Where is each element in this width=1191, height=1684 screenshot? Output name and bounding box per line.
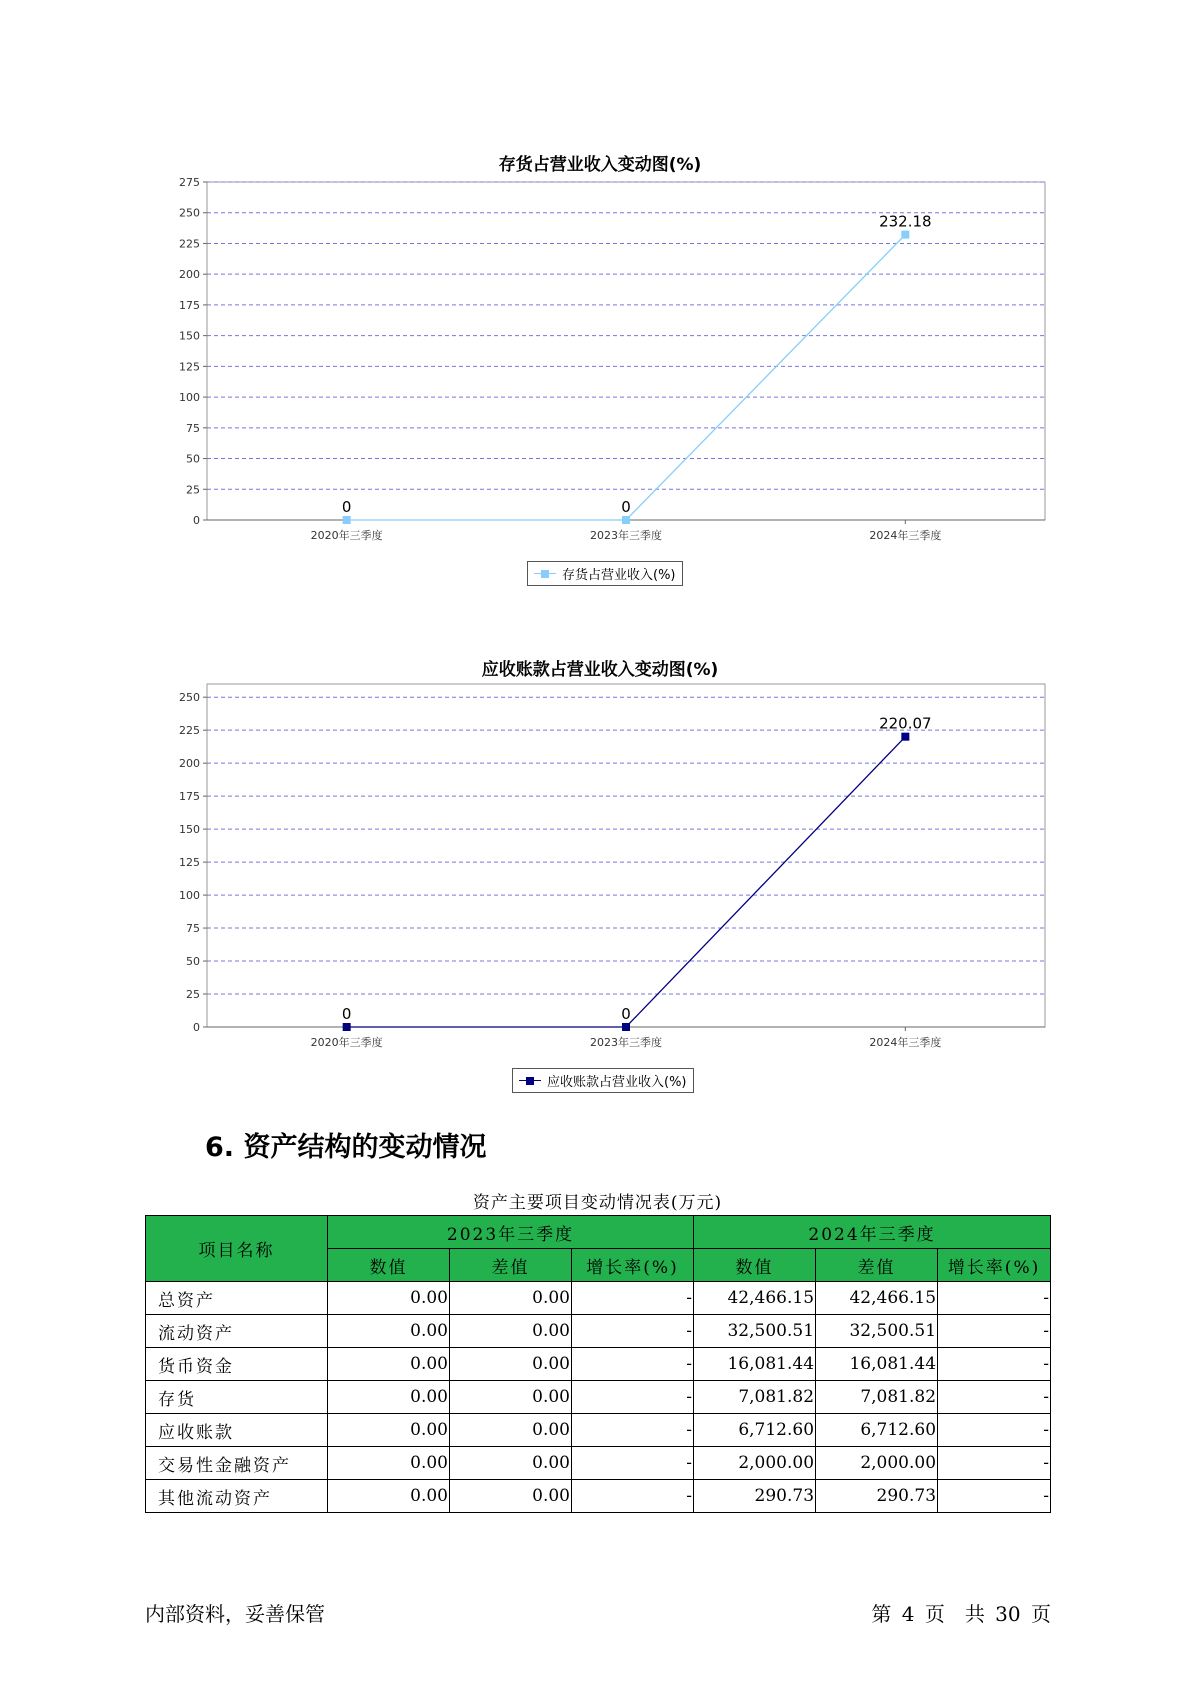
y-tick-label: 50 [186, 955, 200, 969]
row-name: 交易性金融资产 [146, 1447, 328, 1480]
y-tick-label: 125 [179, 360, 200, 374]
table-cell: 0.00 [450, 1480, 572, 1513]
table-cell: 0.00 [328, 1282, 450, 1315]
x-tick-label: 2023年三季度 [590, 1036, 662, 1049]
legend-marker-icon [534, 569, 556, 579]
page-number: 第 4 页 共 30 页 [871, 1602, 1051, 1626]
y-tick-label: 25 [186, 483, 200, 497]
table-cell: 7,081.82 [694, 1381, 816, 1414]
table-row [146, 1381, 1051, 1414]
y-tick-label: 100 [179, 391, 200, 405]
y-tick-label: 150 [179, 329, 200, 343]
column-header: 差值 [816, 1249, 938, 1282]
table-cell: 0.00 [328, 1447, 450, 1480]
table-cell: 7,081.82 [816, 1381, 938, 1414]
table-header-row [146, 1216, 1051, 1249]
y-tick-label: 125 [179, 856, 200, 870]
plot-area [207, 182, 1045, 520]
table-cell: 2,000.00 [816, 1447, 938, 1480]
table-cell: - [938, 1414, 1051, 1447]
y-tick-label: 150 [179, 823, 200, 837]
table-cell: 290.73 [816, 1480, 938, 1513]
y-tick-label: 250 [179, 206, 200, 220]
data-point [622, 1023, 630, 1031]
table-cell: 290.73 [694, 1480, 816, 1513]
chart-plot [150, 175, 1050, 545]
receivables-ratio-chart [150, 655, 1050, 1105]
confidential-note: 内部资料，妥善保管 [145, 1602, 325, 1626]
x-tick-label: 2024年三季度 [869, 1036, 942, 1049]
table-cell: 0.00 [328, 1315, 450, 1348]
row-name: 存货 [146, 1381, 328, 1414]
y-tick-label: 100 [179, 889, 200, 903]
table-cell: - [938, 1282, 1051, 1315]
table-cell: 16,081.44 [816, 1348, 938, 1381]
table-row [146, 1447, 1051, 1480]
chart-plot [150, 680, 1050, 1055]
data-label: 0 [341, 498, 352, 516]
table-row [146, 1414, 1051, 1447]
table-cell: 32,500.51 [694, 1315, 816, 1348]
table-cell: 2,000.00 [694, 1447, 816, 1480]
y-tick-label: 25 [186, 988, 200, 1002]
table-cell: 6,712.60 [816, 1414, 938, 1447]
y-tick-label: 200 [179, 757, 200, 771]
table-cell: - [572, 1480, 694, 1513]
y-tick-label: 50 [186, 452, 200, 466]
data-point [343, 516, 351, 524]
table-cell: - [938, 1480, 1051, 1513]
legend-label: 应收账款占营业收入(%) [547, 1075, 687, 1090]
section-heading: 6. 资产结构的变动情况 [205, 1132, 487, 1163]
data-label: 0 [621, 1005, 631, 1023]
x-tick-label: 2020年三季度 [310, 529, 383, 542]
y-tick-label: 175 [179, 298, 200, 312]
row-name: 流动资产 [146, 1315, 328, 1348]
data-label: 220.07 [879, 714, 932, 733]
data-point [622, 516, 630, 524]
asset-change-table [145, 1215, 1051, 1513]
column-header: 增长率(%) [572, 1249, 694, 1282]
y-tick-label: 75 [186, 421, 200, 435]
y-tick-label: 225 [179, 237, 200, 251]
y-tick-label: 200 [179, 268, 200, 282]
plot-area [207, 684, 1045, 1027]
table-cell: 6,712.60 [694, 1414, 816, 1447]
data-point [901, 733, 909, 741]
table-row [146, 1282, 1051, 1315]
data-label: 0 [621, 498, 631, 516]
table-cell: - [938, 1348, 1051, 1381]
table-cell: - [572, 1315, 694, 1348]
legend-marker-icon [519, 1076, 541, 1086]
chart-title: 应收账款占营业收入变动图(%) [481, 660, 719, 680]
period-header: 2023年三季度 [328, 1216, 694, 1249]
period-header: 2024年三季度 [694, 1216, 1051, 1249]
table-cell: 42,466.15 [816, 1282, 938, 1315]
table-cell: 0.00 [328, 1381, 450, 1414]
column-header: 差值 [450, 1249, 572, 1282]
table-cell: - [938, 1381, 1051, 1414]
table-cell: - [938, 1315, 1051, 1348]
table-cell: 0.00 [450, 1315, 572, 1348]
table-cell: - [572, 1381, 694, 1414]
x-tick-label: 2020年三季度 [310, 1036, 383, 1049]
table-cell: 0.00 [328, 1414, 450, 1447]
inventory-ratio-chart [150, 150, 1050, 590]
column-header: 数值 [328, 1249, 450, 1282]
y-tick-label: 75 [186, 922, 200, 936]
y-tick-label: 175 [179, 790, 200, 804]
row-name: 其他流动资产 [146, 1480, 328, 1513]
table-cell: 0.00 [450, 1282, 572, 1315]
table-cell: 0.00 [450, 1414, 572, 1447]
data-label: 232.18 [879, 212, 932, 231]
y-tick-label: 225 [179, 724, 200, 738]
table-cell: 0.00 [450, 1381, 572, 1414]
chart-legend [527, 561, 683, 586]
table-cell: 0.00 [328, 1480, 450, 1513]
y-tick-label: 0 [193, 514, 200, 527]
table-cell: 0.00 [450, 1447, 572, 1480]
row-name: 货币资金 [146, 1348, 328, 1381]
row-name: 总资产 [146, 1282, 328, 1315]
table-cell: - [572, 1348, 694, 1381]
column-header: 数值 [694, 1249, 816, 1282]
y-tick-label: 0 [193, 1021, 200, 1034]
table-row [146, 1480, 1051, 1513]
data-label: 0 [341, 1005, 352, 1023]
table-cell: 0.00 [328, 1348, 450, 1381]
column-header: 增长率(%) [938, 1249, 1051, 1282]
table-cell: 42,466.15 [694, 1282, 816, 1315]
chart-title: 存货占营业收入变动图(%) [498, 155, 702, 175]
x-tick-label: 2023年三季度 [590, 529, 662, 542]
item-name-header: 项目名称 [146, 1216, 328, 1282]
table-caption: 资产主要项目变动情况表(万元) [472, 1193, 723, 1213]
chart-legend [512, 1068, 694, 1093]
data-point [343, 1023, 351, 1031]
table-cell: - [572, 1282, 694, 1315]
table-cell: - [572, 1414, 694, 1447]
y-tick-label: 275 [179, 176, 200, 189]
legend-label: 存货占营业收入(%) [562, 568, 676, 583]
data-point [901, 231, 909, 239]
table-row [146, 1348, 1051, 1381]
row-name: 应收账款 [146, 1414, 328, 1447]
table-cell: 0.00 [450, 1348, 572, 1381]
y-tick-label: 250 [179, 691, 200, 705]
table-cell: 32,500.51 [816, 1315, 938, 1348]
table-cell: - [938, 1447, 1051, 1480]
table-cell: - [572, 1447, 694, 1480]
table-row [146, 1315, 1051, 1348]
x-tick-label: 2024年三季度 [869, 529, 942, 542]
table-cell: 16,081.44 [694, 1348, 816, 1381]
